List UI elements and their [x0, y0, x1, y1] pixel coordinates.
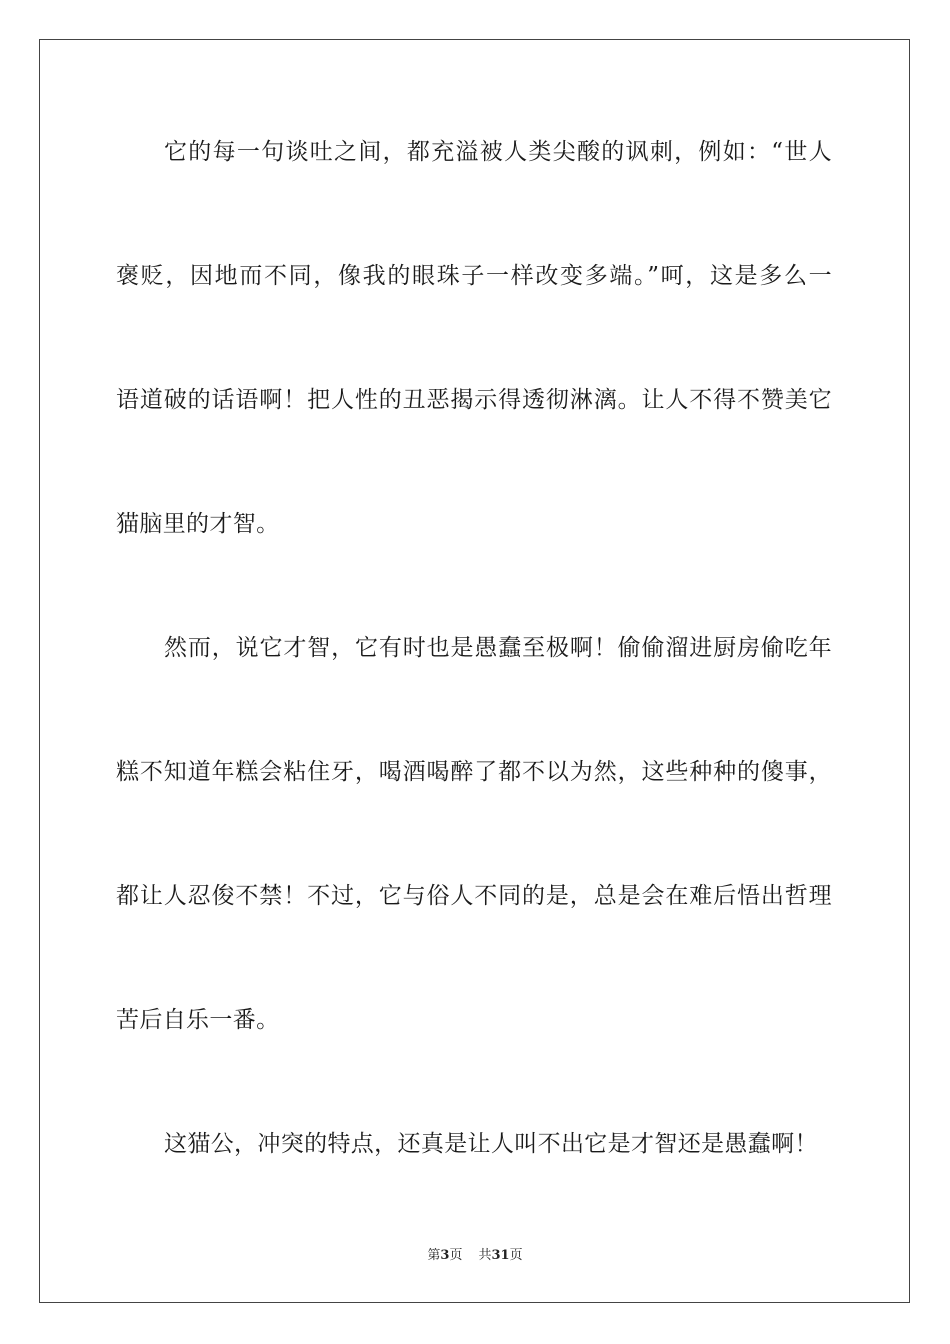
footer-total-suffix: 页 — [509, 1248, 523, 1263]
page-border — [39, 39, 910, 1303]
page-footer — [0, 1246, 950, 1266]
paragraph-3-line-1: 这猫公，冲突的特点，还真是让人叫不出它是才智还是愚蠢啊！ — [164, 1131, 818, 1157]
paragraph-2-line-1: 然而，说它才智，它有时也是愚蠢至极啊！偷偷溜进厨房偷吃年 — [164, 635, 832, 661]
paragraph-2-line-4: 苦后自乐一番。 — [116, 1007, 280, 1033]
footer-total-pages: 31 — [491, 1248, 510, 1263]
footer-total-prefix: 共 — [478, 1248, 492, 1263]
paragraph-2-line-3: 都让人忍俊不禁！不过，它与俗人不同的是，总是会在难后悟出哲理 — [116, 883, 832, 909]
paragraph-1-line-3: 语道破的话语啊！把人性的丑恶揭示得透彻淋漓。让人不得不赞美它 — [116, 387, 832, 413]
footer-page-number: 3 — [440, 1248, 450, 1263]
footer-page-prefix: 第 — [427, 1248, 441, 1263]
footer-page-suffix: 页 — [449, 1248, 463, 1263]
paragraph-1-line-4: 猫脑里的才智。 — [116, 511, 280, 537]
paragraph-1-line-1: 它的每一句谈吐之间，都充溢被人类尖酸的讽刺，例如：“世人 — [164, 139, 832, 165]
paragraph-2-line-2: 糕不知道年糕会粘住牙，喝酒喝醉了都不以为然，这些种种的傻事， — [116, 759, 832, 785]
paragraph-1-line-2: 褒贬，因地而不同，像我的眼珠子一样改变多端。”呵，这是多么一 — [116, 263, 832, 289]
